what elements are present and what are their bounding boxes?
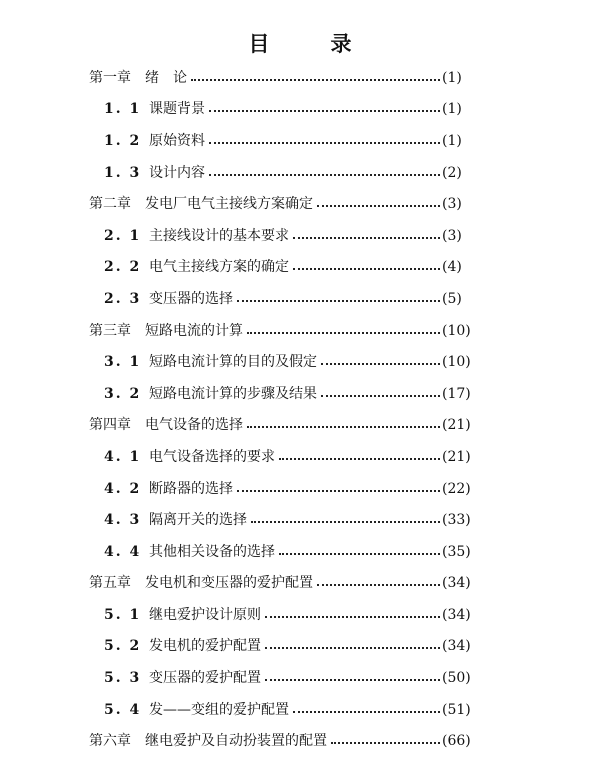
entry-title: 隔离开关的选择 [149, 512, 247, 529]
toc-section-entry [0, 125, 600, 157]
entry-page-number: (4) [442, 259, 462, 276]
table-of-contents [0, 62, 600, 757]
dot-leader [321, 387, 440, 397]
entry-title: 原始资料 [149, 132, 205, 149]
entry-title: 主接线设计的基本要求 [149, 227, 289, 244]
dot-leader [279, 545, 440, 555]
toc-section-entry [0, 157, 600, 189]
toc-section-entry [0, 631, 600, 663]
entry-number: 第四章 [89, 417, 131, 434]
entry-number: 第五章 [89, 575, 131, 592]
entry-number: 4. 4 [104, 543, 142, 560]
entry-number: 4. 2 [104, 480, 142, 497]
toc-chapter-entry [0, 188, 600, 220]
entry-page-number: (34) [442, 638, 471, 655]
dot-leader [247, 324, 440, 334]
toc-section-entry [0, 441, 600, 473]
dot-leader [209, 166, 440, 176]
entry-page-number: (66) [442, 733, 471, 750]
entry-number: 第六章 [89, 733, 131, 750]
entry-number: 5. 1 [104, 606, 142, 623]
toc-section-entry [0, 473, 600, 505]
toc-section-entry [0, 504, 600, 536]
entry-title: 变压器的爱护配置 [149, 670, 261, 687]
entry-page-number: (21) [442, 417, 471, 434]
entry-page-number: (1) [442, 101, 462, 118]
entry-number: 5. 2 [104, 638, 142, 655]
dot-leader [265, 639, 440, 649]
entry-number: 第二章 [89, 196, 131, 213]
entry-title: 发电机和变压器的爱护配置 [145, 575, 313, 592]
entry-page-number: (5) [442, 290, 462, 307]
entry-title: 绪 论 [145, 69, 187, 86]
entry-page-number: (1) [442, 69, 462, 86]
entry-page-number: (33) [442, 512, 471, 529]
entry-title: 继电爱护及自动扮装置的配置 [145, 733, 327, 750]
entry-number: 3. 1 [104, 354, 142, 371]
entry-title: 电气主接线方案的确定 [149, 259, 289, 276]
entry-page-number: (51) [442, 701, 471, 718]
entry-page-number: (34) [442, 575, 471, 592]
entry-title: 电气设备的选择 [145, 417, 243, 434]
entry-page-number: (50) [442, 670, 471, 687]
toc-section-entry [0, 694, 600, 726]
entry-number: 2. 3 [104, 290, 142, 307]
toc-section-entry [0, 378, 600, 410]
dot-leader [317, 576, 440, 586]
dot-leader [317, 197, 440, 207]
dot-leader [293, 703, 440, 713]
entry-title: 电气设备选择的要求 [149, 448, 275, 465]
toc-section-entry [0, 536, 600, 568]
dot-leader [251, 513, 440, 523]
entry-page-number: (35) [442, 543, 471, 560]
entry-title: 继电爱护设计原则 [149, 606, 261, 623]
entry-title: 短路电流的计算 [145, 322, 243, 339]
toc-section-entry [0, 346, 600, 378]
entry-number: 2. 1 [104, 227, 142, 244]
entry-title: 断路器的选择 [149, 480, 233, 497]
entry-page-number: (22) [442, 480, 471, 497]
entry-number: 1. 3 [104, 164, 142, 181]
dot-leader [265, 671, 440, 681]
entry-number: 第一章 [89, 69, 131, 86]
entry-page-number: (10) [442, 322, 471, 339]
toc-section-entry [0, 662, 600, 694]
entry-title: 发——变组的爱护配置 [149, 701, 289, 718]
entry-page-number: (34) [442, 606, 471, 623]
toc-section-entry [0, 599, 600, 631]
toc-chapter-entry [0, 62, 600, 94]
entry-title: 设计内容 [149, 164, 205, 181]
entry-number: 5. 3 [104, 670, 142, 687]
entry-title: 课题背景 [149, 101, 205, 118]
toc-chapter-entry [0, 725, 600, 757]
entry-number: 4. 3 [104, 512, 142, 529]
entry-number: 1. 2 [104, 132, 142, 149]
entry-number: 4. 1 [104, 448, 142, 465]
toc-section-entry [0, 283, 600, 315]
toc-chapter-entry [0, 568, 600, 600]
dot-leader [293, 229, 440, 239]
dot-leader [209, 134, 440, 144]
entry-page-number: (10) [442, 354, 471, 371]
page-title: 目 录 [248, 31, 372, 56]
entry-title: 短路电流计算的目的及假定 [149, 354, 317, 371]
toc-chapter-entry [0, 315, 600, 347]
toc-section-entry [0, 220, 600, 252]
entry-number: 3. 2 [104, 385, 142, 402]
entry-page-number: (1) [442, 132, 462, 149]
dot-leader [191, 71, 440, 81]
dot-leader [237, 292, 440, 302]
entry-number: 1. 1 [104, 101, 142, 118]
entry-page-number: (2) [442, 164, 462, 181]
entry-title: 发电厂电气主接线方案确定 [145, 196, 313, 213]
entry-number: 2. 2 [104, 259, 142, 276]
entry-page-number: (17) [442, 385, 471, 402]
entry-page-number: (21) [442, 448, 471, 465]
entry-page-number: (3) [442, 227, 462, 244]
entry-title: 变压器的选择 [149, 290, 233, 307]
toc-section-entry [0, 94, 600, 126]
entry-page-number: (3) [442, 196, 462, 213]
dot-leader [209, 102, 440, 112]
entry-number: 5. 4 [104, 701, 142, 718]
entry-title: 发电机的爱护配置 [149, 638, 261, 655]
dot-leader [331, 734, 440, 744]
dot-leader [293, 260, 440, 270]
toc-chapter-entry [0, 410, 600, 442]
entry-title: 短路电流计算的步骤及结果 [149, 385, 317, 402]
entry-title: 其他相关设备的选择 [149, 543, 275, 560]
dot-leader [279, 450, 440, 460]
dot-leader [237, 482, 440, 492]
dot-leader [247, 418, 440, 428]
toc-section-entry [0, 252, 600, 284]
entry-number: 第三章 [89, 322, 131, 339]
dot-leader [265, 608, 440, 618]
dot-leader [321, 355, 440, 365]
